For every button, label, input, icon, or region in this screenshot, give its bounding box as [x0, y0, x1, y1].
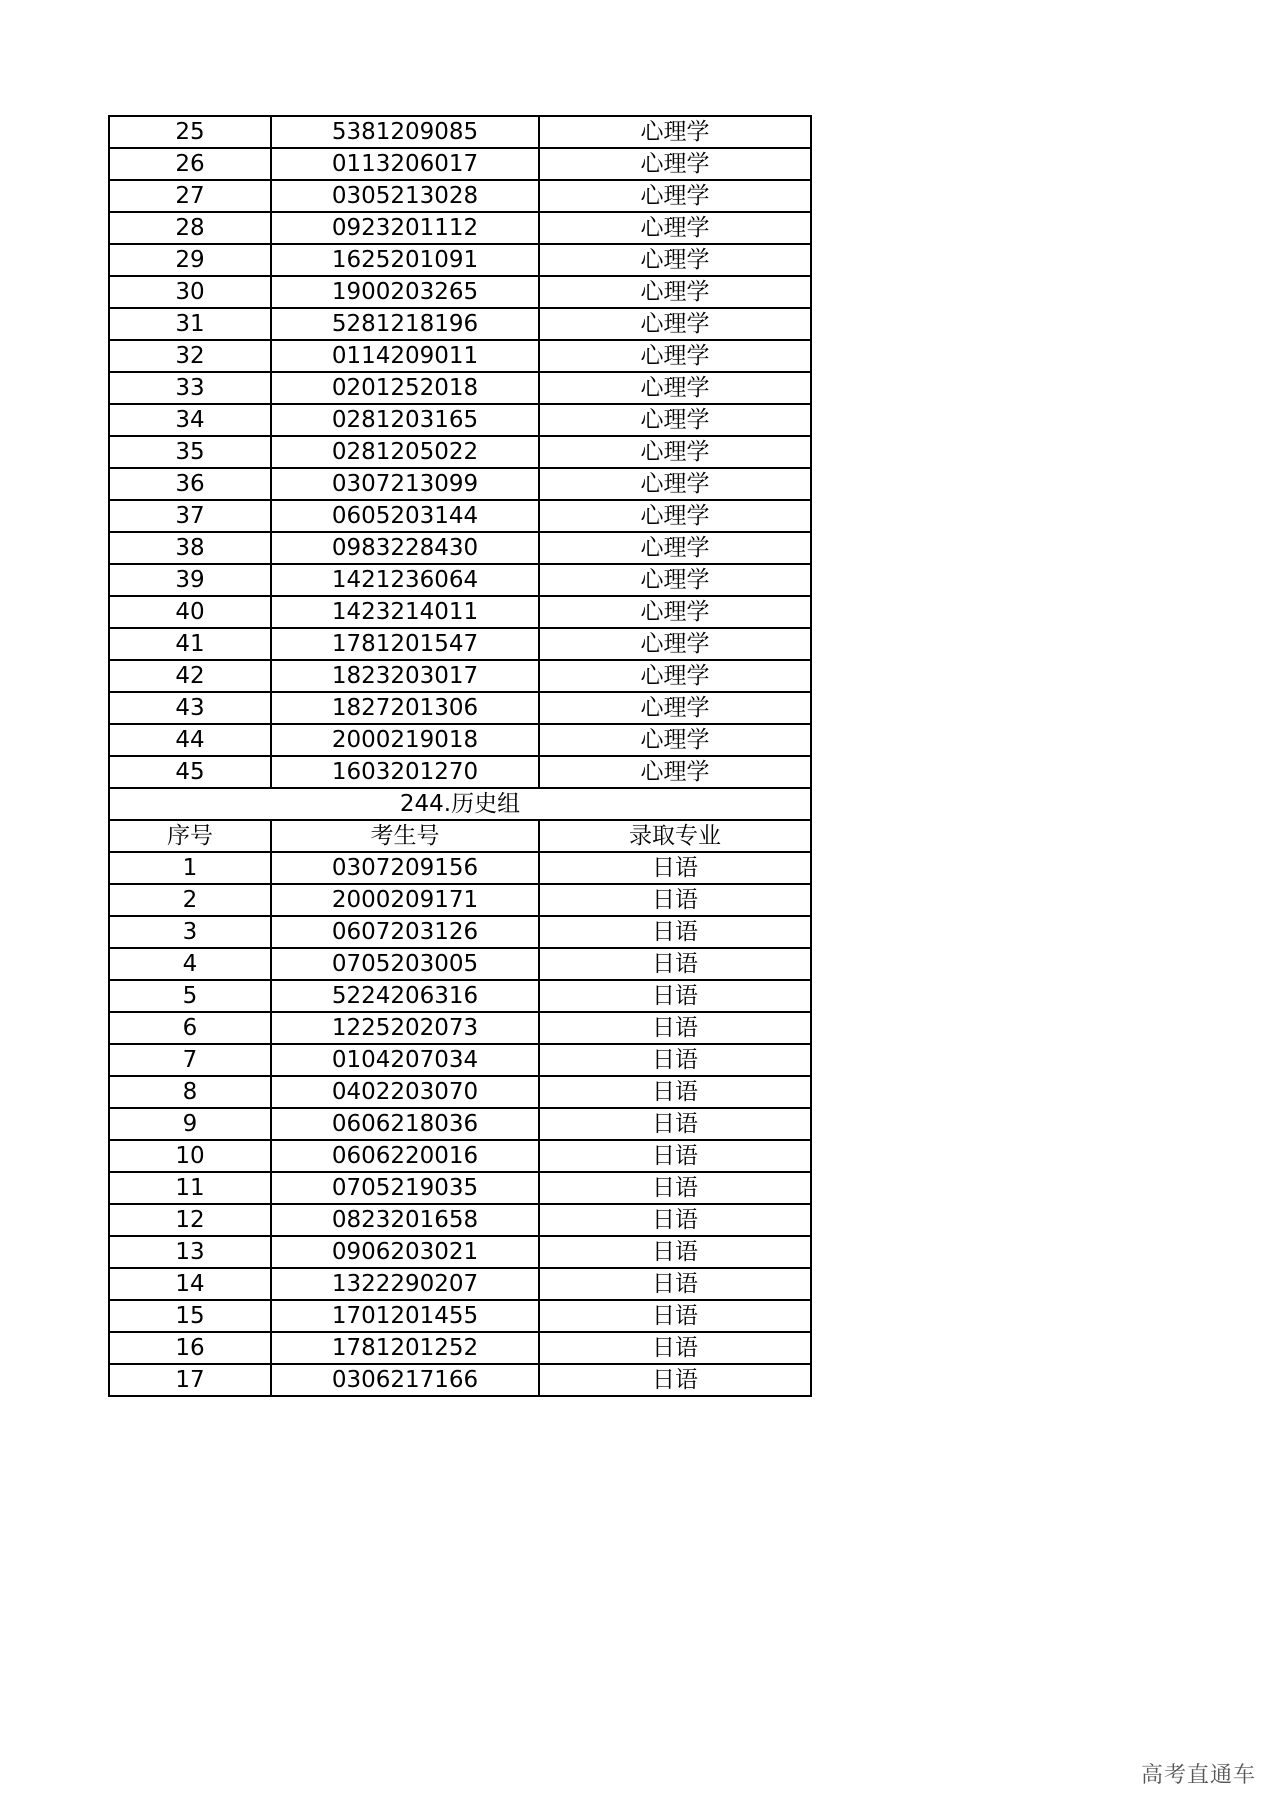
- exam-id-cell: 0104207034: [271, 1044, 539, 1076]
- seq-cell: 1: [109, 852, 271, 884]
- table-row: [109, 596, 811, 628]
- major-cell: 日语: [539, 1364, 811, 1396]
- seq-cell: 38: [109, 532, 271, 564]
- exam-id-cell: 0906203021: [271, 1236, 539, 1268]
- table-row: [109, 404, 811, 436]
- seq-cell: 41: [109, 628, 271, 660]
- header-major: 录取专业: [539, 820, 811, 852]
- exam-id-cell: 0201252018: [271, 372, 539, 404]
- exam-id-cell: 2000209171: [271, 884, 539, 916]
- table-row: [109, 1364, 811, 1396]
- major-cell: 心理学: [539, 468, 811, 500]
- table-row: [109, 276, 811, 308]
- major-cell: 心理学: [539, 308, 811, 340]
- exam-id-cell: 0281203165: [271, 404, 539, 436]
- major-cell: 心理学: [539, 500, 811, 532]
- header-row: [109, 820, 811, 852]
- table-row: [109, 1236, 811, 1268]
- table-row: [109, 884, 811, 916]
- major-cell: 日语: [539, 948, 811, 980]
- seq-cell: 4: [109, 948, 271, 980]
- table-row: [109, 500, 811, 532]
- table-row: [109, 1204, 811, 1236]
- table-row: [109, 1076, 811, 1108]
- table-row: [109, 436, 811, 468]
- major-cell: 日语: [539, 884, 811, 916]
- exam-id-cell: 1625201091: [271, 244, 539, 276]
- exam-id-cell: 1225202073: [271, 1012, 539, 1044]
- exam-id-cell: 0402203070: [271, 1076, 539, 1108]
- exam-id-cell: 1603201270: [271, 756, 539, 788]
- major-cell: 心理学: [539, 404, 811, 436]
- table-row: [109, 1108, 811, 1140]
- seq-cell: 27: [109, 180, 271, 212]
- major-cell: 心理学: [539, 116, 811, 148]
- seq-cell: 43: [109, 692, 271, 724]
- major-cell: 心理学: [539, 276, 811, 308]
- seq-cell: 3: [109, 916, 271, 948]
- exam-id-cell: 1827201306: [271, 692, 539, 724]
- table-row: [109, 724, 811, 756]
- exam-id-cell: 1900203265: [271, 276, 539, 308]
- seq-cell: 44: [109, 724, 271, 756]
- seq-cell: 35: [109, 436, 271, 468]
- major-cell: 日语: [539, 1140, 811, 1172]
- exam-id-cell: 1701201455: [271, 1300, 539, 1332]
- major-cell: 日语: [539, 1236, 811, 1268]
- admission-table: [108, 115, 812, 1397]
- seq-cell: 33: [109, 372, 271, 404]
- table-row: [109, 468, 811, 500]
- major-cell: 日语: [539, 916, 811, 948]
- exam-id-cell: 5224206316: [271, 980, 539, 1012]
- seq-cell: 12: [109, 1204, 271, 1236]
- major-cell: 心理学: [539, 436, 811, 468]
- seq-cell: 30: [109, 276, 271, 308]
- table-row: [109, 692, 811, 724]
- seq-cell: 42: [109, 660, 271, 692]
- seq-cell: 29: [109, 244, 271, 276]
- seq-cell: 25: [109, 116, 271, 148]
- exam-id-cell: 5281218196: [271, 308, 539, 340]
- major-cell: 心理学: [539, 596, 811, 628]
- seq-cell: 31: [109, 308, 271, 340]
- major-cell: 心理学: [539, 372, 811, 404]
- table-row: [109, 1172, 811, 1204]
- seq-cell: 11: [109, 1172, 271, 1204]
- exam-id-cell: 0306217166: [271, 1364, 539, 1396]
- table-row: [109, 1012, 811, 1044]
- exam-id-cell: 1823203017: [271, 660, 539, 692]
- major-cell: 心理学: [539, 148, 811, 180]
- major-cell: 心理学: [539, 756, 811, 788]
- table-row: [109, 628, 811, 660]
- major-cell: 心理学: [539, 724, 811, 756]
- major-cell: 日语: [539, 1332, 811, 1364]
- table-row: [109, 1044, 811, 1076]
- exam-id-cell: 0923201112: [271, 212, 539, 244]
- major-cell: 日语: [539, 1300, 811, 1332]
- major-cell: 心理学: [539, 660, 811, 692]
- seq-cell: 40: [109, 596, 271, 628]
- major-cell: 心理学: [539, 564, 811, 596]
- exam-id-cell: 0113206017: [271, 148, 539, 180]
- exam-id-cell: 2000219018: [271, 724, 539, 756]
- table-row: [109, 340, 811, 372]
- major-cell: 日语: [539, 1108, 811, 1140]
- exam-id-cell: 0705219035: [271, 1172, 539, 1204]
- exam-id-cell: 1322290207: [271, 1268, 539, 1300]
- watermark-text: 高考直通车: [1140, 1763, 1256, 1788]
- major-cell: 心理学: [539, 692, 811, 724]
- exam-id-cell: 0705203005: [271, 948, 539, 980]
- seq-cell: 6: [109, 1012, 271, 1044]
- table-row: [109, 916, 811, 948]
- table-row: [109, 1332, 811, 1364]
- exam-id-cell: 0823201658: [271, 1204, 539, 1236]
- major-cell: 心理学: [539, 532, 811, 564]
- seq-cell: 15: [109, 1300, 271, 1332]
- exam-id-cell: 0605203144: [271, 500, 539, 532]
- major-cell: 心理学: [539, 244, 811, 276]
- seq-cell: 26: [109, 148, 271, 180]
- exam-id-cell: 0606220016: [271, 1140, 539, 1172]
- major-cell: 日语: [539, 1076, 811, 1108]
- major-cell: 日语: [539, 1268, 811, 1300]
- table-row: [109, 308, 811, 340]
- major-cell: 心理学: [539, 628, 811, 660]
- exam-id-cell: 0983228430: [271, 532, 539, 564]
- seq-cell: 2: [109, 884, 271, 916]
- group-title-row: [109, 788, 811, 820]
- seq-cell: 39: [109, 564, 271, 596]
- seq-cell: 45: [109, 756, 271, 788]
- seq-cell: 32: [109, 340, 271, 372]
- table-row: [109, 980, 811, 1012]
- exam-id-cell: 5381209085: [271, 116, 539, 148]
- seq-cell: 28: [109, 212, 271, 244]
- seq-cell: 7: [109, 1044, 271, 1076]
- exam-id-cell: 1421236064: [271, 564, 539, 596]
- major-cell: 日语: [539, 1204, 811, 1236]
- table-row: [109, 372, 811, 404]
- group-title: 244.历史组: [109, 788, 811, 820]
- exam-id-cell: 0307213099: [271, 468, 539, 500]
- major-cell: 日语: [539, 1172, 811, 1204]
- seq-cell: 16: [109, 1332, 271, 1364]
- table-row: [109, 1300, 811, 1332]
- major-cell: 心理学: [539, 212, 811, 244]
- table-row: [109, 148, 811, 180]
- exam-id-cell: 0307209156: [271, 852, 539, 884]
- seq-cell: 8: [109, 1076, 271, 1108]
- table-row: [109, 212, 811, 244]
- seq-cell: 34: [109, 404, 271, 436]
- exam-id-cell: 0114209011: [271, 340, 539, 372]
- exam-id-cell: 1423214011: [271, 596, 539, 628]
- table-row: [109, 1268, 811, 1300]
- exam-id-cell: 0607203126: [271, 916, 539, 948]
- seq-cell: 14: [109, 1268, 271, 1300]
- exam-id-cell: 1781201547: [271, 628, 539, 660]
- table-row: [109, 244, 811, 276]
- major-cell: 日语: [539, 980, 811, 1012]
- table-row: [109, 852, 811, 884]
- table-row: [109, 756, 811, 788]
- seq-cell: 36: [109, 468, 271, 500]
- exam-id-cell: 0305213028: [271, 180, 539, 212]
- header-exam-id: 考生号: [271, 820, 539, 852]
- header-seq: 序号: [109, 820, 271, 852]
- major-cell: 心理学: [539, 340, 811, 372]
- major-cell: 日语: [539, 1044, 811, 1076]
- seq-cell: 17: [109, 1364, 271, 1396]
- exam-id-cell: 1781201252: [271, 1332, 539, 1364]
- table-row: [109, 1140, 811, 1172]
- table-row: [109, 532, 811, 564]
- seq-cell: 13: [109, 1236, 271, 1268]
- major-cell: 心理学: [539, 180, 811, 212]
- table-row: [109, 948, 811, 980]
- table-row: [109, 116, 811, 148]
- major-cell: 日语: [539, 852, 811, 884]
- exam-id-cell: 0606218036: [271, 1108, 539, 1140]
- seq-cell: 37: [109, 500, 271, 532]
- admission-table-body: [109, 116, 811, 1396]
- seq-cell: 9: [109, 1108, 271, 1140]
- exam-id-cell: 0281205022: [271, 436, 539, 468]
- major-cell: 日语: [539, 1012, 811, 1044]
- seq-cell: 10: [109, 1140, 271, 1172]
- table-row: [109, 180, 811, 212]
- seq-cell: 5: [109, 980, 271, 1012]
- table-row: [109, 564, 811, 596]
- table-row: [109, 660, 811, 692]
